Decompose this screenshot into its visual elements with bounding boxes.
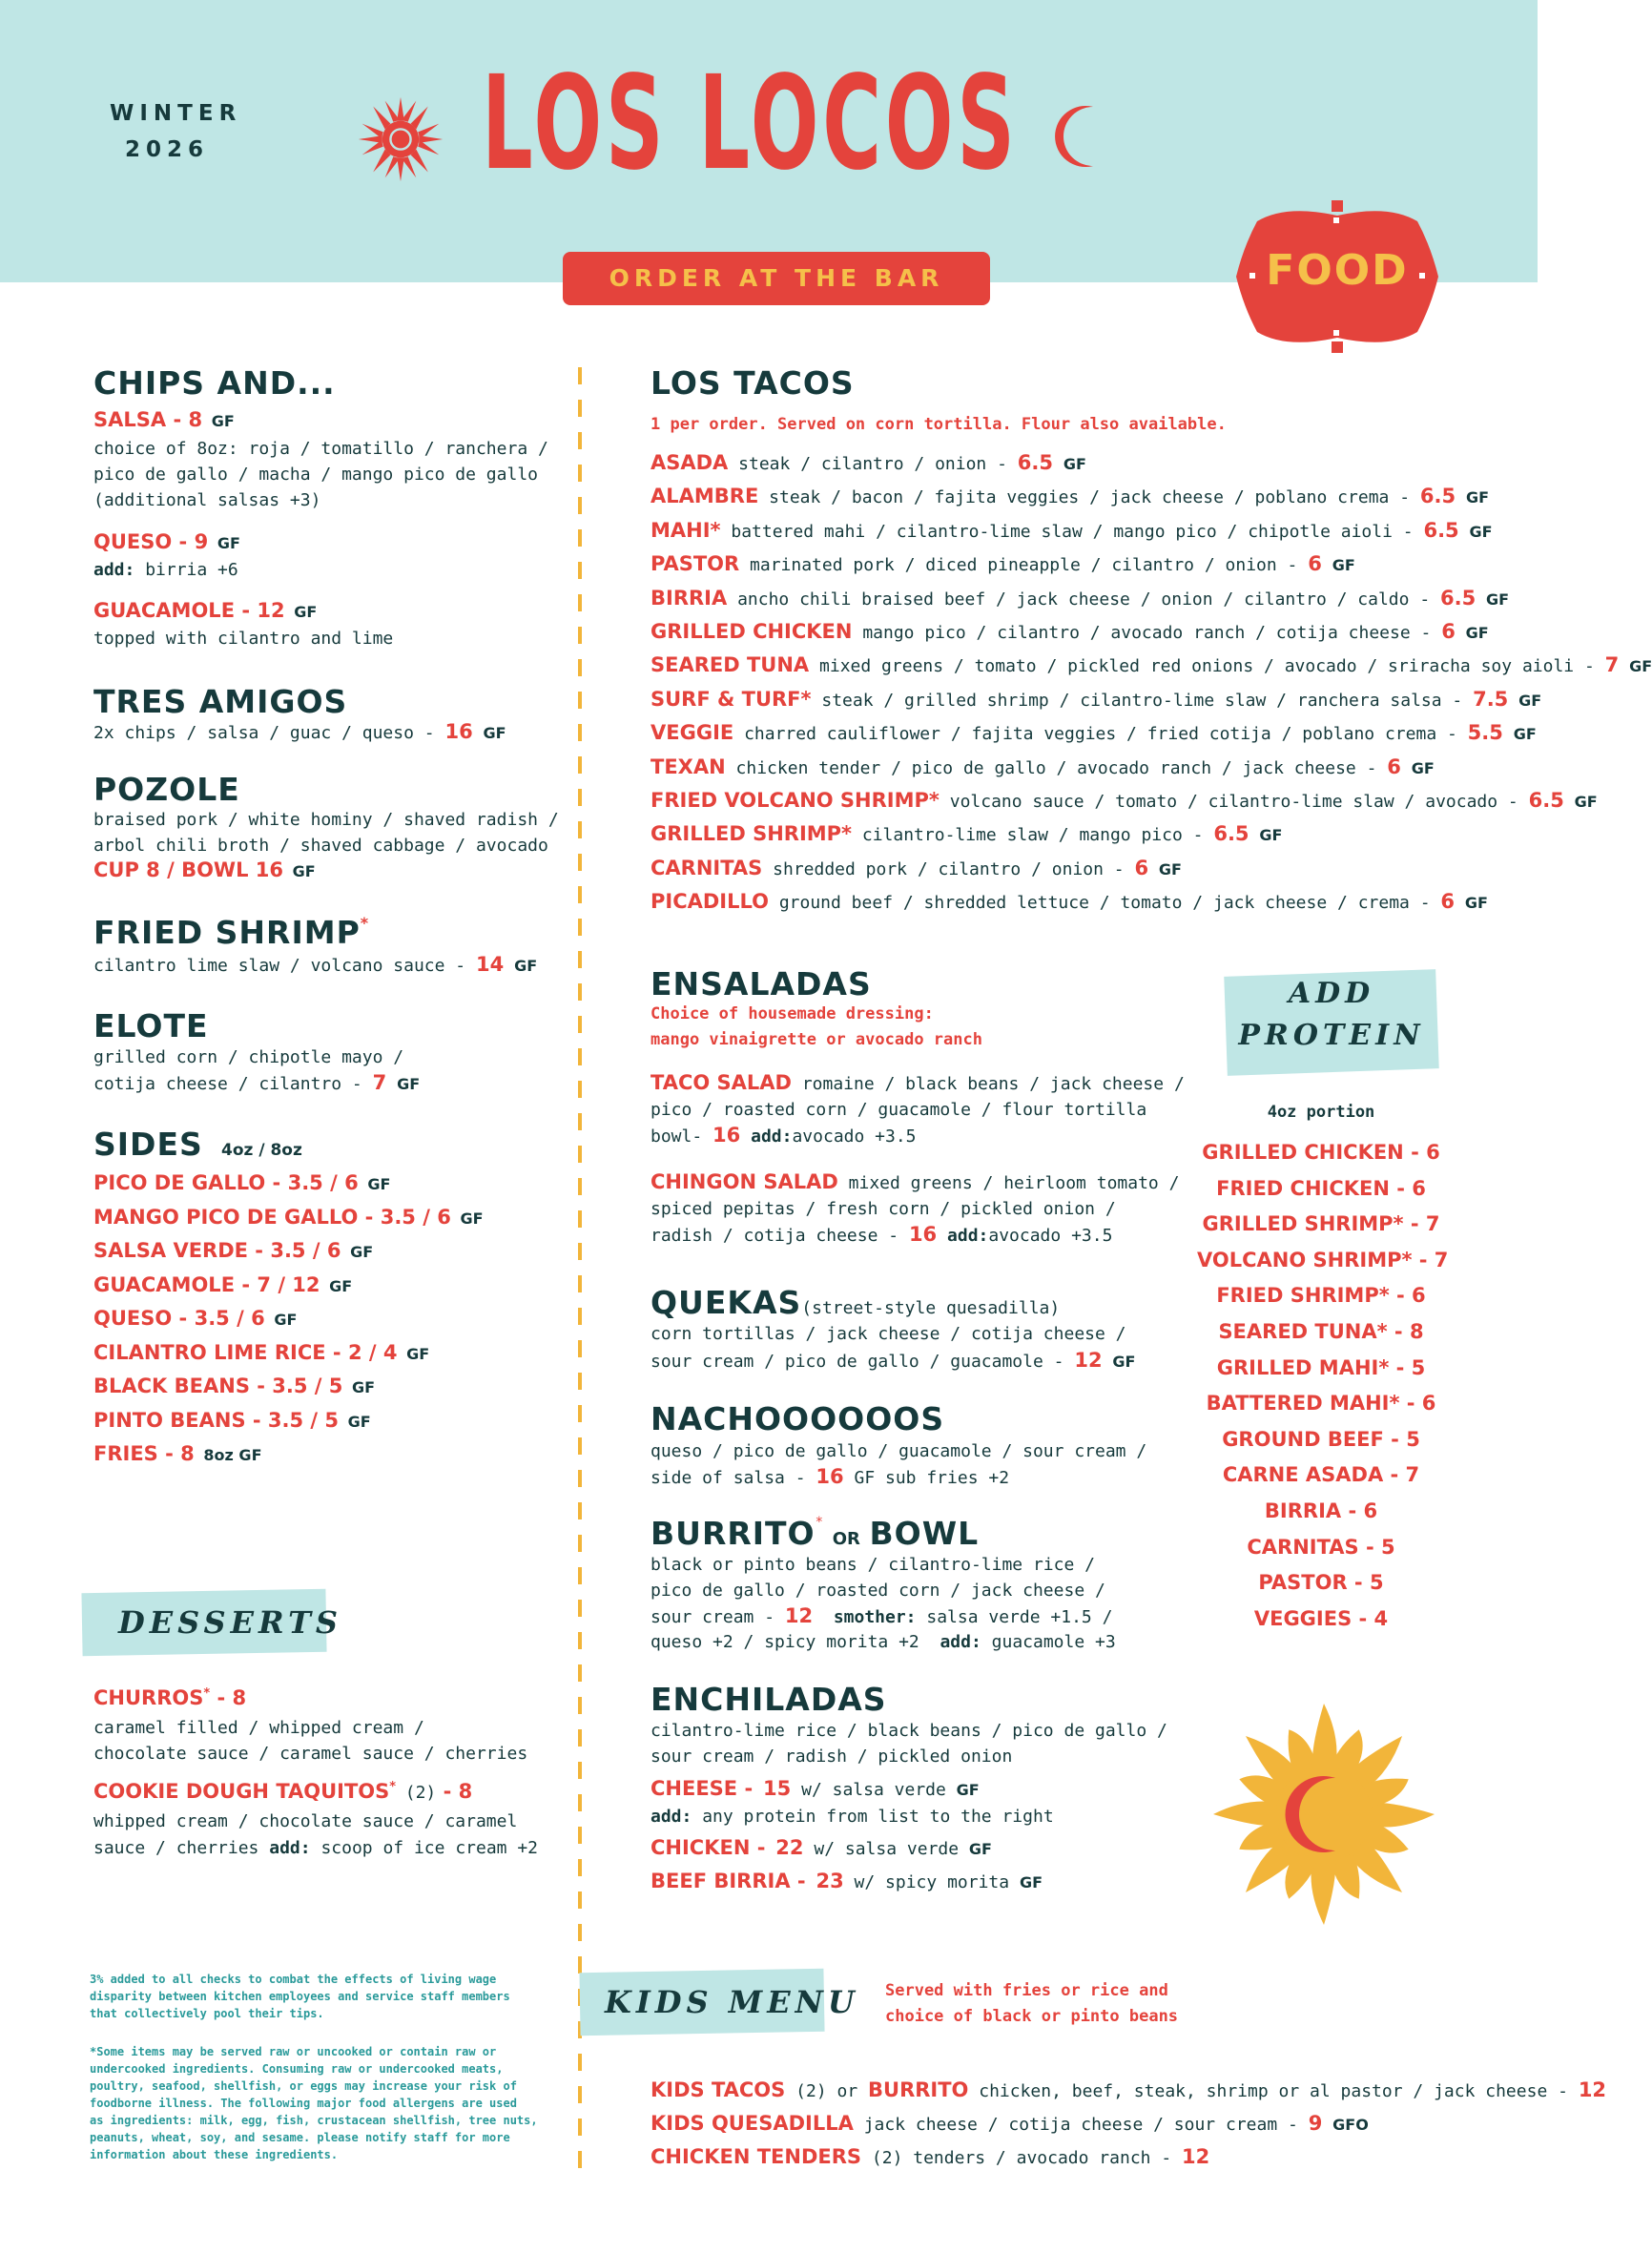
pozole-desc-2: arbol chili broth / shaved cabbage / avocado: [93, 836, 548, 856]
side-name: SALSA VERDE: [93, 1239, 248, 1262]
kids-menu-heading: KIDS MENU: [605, 1984, 859, 2020]
taco-desc: mango pico / cilantro / avocado ranch / cotija cheese -: [862, 623, 1432, 643]
taco-desc: steak / cilantro / onion -: [738, 454, 1007, 474]
taco-gf: GF: [1518, 691, 1542, 710]
queso-add: add: birria +6: [93, 560, 238, 580]
tacos-note: 1 per order. Served on corn tortilla. Flour also available.: [650, 415, 1227, 434]
taco-gf: GF: [1486, 589, 1510, 609]
enchiladas-beef-birria: BEEF BIRRIA - 23 w/ spicy morita GF: [650, 1870, 1043, 1892]
salsa-item: SALSA - 8 GF: [93, 408, 235, 431]
side-item: [93, 1171, 390, 1194]
side-gf: 8oz GF: [203, 1446, 262, 1464]
side-gf: GF: [460, 1209, 484, 1228]
side-item: [93, 1206, 484, 1229]
side-name: CILANTRO LIME RICE: [93, 1340, 326, 1364]
ensaladas-note-1: Choice of housemade dressing:: [650, 1004, 934, 1023]
taco-item: [650, 856, 1182, 882]
protein-item: GRILLED SHRIMP* - 7: [1202, 1212, 1440, 1236]
side-gf: GF: [352, 1378, 376, 1396]
enchiladas-cheese: CHEESE - 15 w/ salsa verde GF: [650, 1777, 980, 1800]
dash-separator: -: [245, 1408, 268, 1432]
add-protein-heading-2: PROTEIN: [1238, 1019, 1425, 1052]
taco-name: GRILLED CHICKEN: [650, 620, 853, 643]
taco-desc: mixed greens / tomato / pickled red onions / avocado / sriracha soy aioli -: [819, 656, 1595, 677]
taco-item: [650, 586, 1509, 612]
add-protein-portion: 4oz portion: [1267, 1103, 1375, 1122]
burrito-desc-2: pico de gallo / roasted corn / jack cheese /: [650, 1581, 1105, 1601]
kids-tacos-item: KIDS TACOS (2) or BURRITO chicken, beef, steak, shrimp or al pastor / jack cheese - 12: [650, 2078, 1607, 2101]
tres-amigos-desc: 2x chips / salsa / guac / queso - 16 GF: [93, 720, 506, 743]
side-name: GUACAMOLE: [93, 1272, 236, 1296]
taco-name: VEGGIE: [650, 721, 734, 745]
side-gf: GF: [406, 1344, 430, 1363]
taco-name: PICADILLO: [650, 890, 769, 914]
taco-desc: battered mahi / cilantro-lime slaw / mango pico / chipotle aioli -: [731, 521, 1414, 542]
kids-quesadilla-item: KIDS QUESADILLA jack cheese / cotija cheese / sour cream - 9 GFO: [650, 2112, 1369, 2135]
taco-price: 6.5: [1528, 789, 1564, 812]
taco-item: [650, 720, 1537, 747]
side-price: 8: [180, 1442, 195, 1465]
restaurant-name: LOS LOCOS: [482, 49, 1019, 199]
sun-ray: [1370, 1803, 1435, 1828]
side-price: 3.5 / 5: [267, 1408, 340, 1432]
side-price: 7 / 12: [257, 1272, 320, 1296]
taco-salad-line-1: TACO SALAD romaine / black beans / jack cheese /: [650, 1071, 1185, 1094]
fineprint-allergens: *Some items may be served raw or uncooked or contain raw or undercooked ingredients. Consuming raw or undercooked meats, poultry, seafood, shellfish, or eggs may increase your risk of foodborne illness. The following major food allergens are used as ingredients: milk, egg, fish, crustacean shellfish, tree nuts, peanuts, wheat, soy, and sesame. please notify staff for more information about these ingredients.: [90, 2045, 538, 2161]
side-name: MANGO PICO DE GALLO: [93, 1205, 359, 1229]
queso-item: QUESO - 9 GF: [93, 530, 240, 553]
protein-item: PASTOR - 5: [1258, 1571, 1384, 1595]
burrito-desc-3: sour cream - 12 smother: salsa verde +1.5 /: [650, 1604, 1113, 1627]
guacamole-desc: topped with cilantro and lime: [93, 629, 394, 649]
nachos-heading: NACHOOOOOOS: [650, 1400, 945, 1437]
dash-separator: -: [157, 1442, 181, 1465]
taco-desc: steak / grilled shrimp / cilantro-lime slaw / ranchera salsa -: [821, 690, 1463, 711]
protein-item: FRIED CHICKEN - 6: [1216, 1176, 1426, 1200]
side-gf: GF: [367, 1175, 391, 1193]
taco-gf: GF: [1464, 894, 1488, 913]
guacamole-name: GUACAMOLE: [93, 599, 236, 622]
season-line-1: WINTER: [110, 101, 242, 126]
sides-heading: SIDES 4oz / 8oz: [93, 1126, 302, 1163]
dash-separator: -: [249, 1375, 273, 1397]
taco-salad-line-2: pico / roasted corn / guacamole / flour tortilla: [650, 1100, 1147, 1120]
quekas-desc-1: corn tortillas / jack cheese / cotija cheese /: [650, 1324, 1126, 1344]
taco-gf: GF: [1513, 725, 1537, 744]
protein-item: BATTERED MAHI* - 6: [1206, 1392, 1436, 1416]
taco-item: [650, 484, 1489, 510]
fineprint-living-wage: 3% added to all checks to combat the effects of living wage disparity between kitchen employees and service staff members that collectively pool their tips.: [90, 1973, 510, 2020]
salsa-name: SALSA: [93, 408, 167, 431]
taco-gf: GF: [1465, 488, 1489, 507]
side-item: [93, 1341, 429, 1364]
taco-item: [650, 821, 1282, 848]
season-line-2: 2026: [124, 137, 209, 162]
taco-desc: shredded pork / cilantro / onion -: [773, 858, 1125, 879]
protein-item: GRILLED CHICKEN - 6: [1202, 1141, 1440, 1164]
side-gf: GF: [274, 1311, 298, 1329]
taco-gf: GF: [1158, 859, 1182, 878]
fried-shrimp-heading: FRIED SHRIMP*: [93, 914, 370, 951]
side-price: 3.5 / 6: [194, 1307, 265, 1330]
taco-price: 6.5: [1423, 518, 1459, 542]
tacos-heading: LOS TACOS: [650, 364, 855, 402]
side-item: [93, 1409, 371, 1432]
side-name: PICO DE GALLO: [93, 1171, 266, 1194]
side-price: 3.5 / 5: [272, 1375, 343, 1397]
salsa-desc-1: choice of 8oz: roja / tomatillo / ranchera /: [93, 439, 548, 459]
side-name: FRIES: [93, 1442, 158, 1465]
taco-price: 6.5: [1419, 485, 1456, 508]
dash-separator: -: [172, 1307, 195, 1330]
churros-item: CHURROS* - 8: [93, 1686, 247, 1709]
sun-moon-icon: [1209, 1700, 1438, 1929]
order-at-bar-banner: ORDER AT THE BAR: [563, 252, 990, 305]
desserts-heading: DESSERTS: [118, 1604, 342, 1641]
burrito-desc-4: queso +2 / spicy morita +2 add: guacamole +3: [650, 1632, 1116, 1652]
side-item: [93, 1239, 373, 1262]
taco-name: MAHI*: [650, 518, 721, 542]
taco-desc: charred cauliflower / fajita veggies / fried cotija / poblano crema -: [744, 724, 1457, 745]
taco-name: TEXAN: [650, 754, 726, 778]
burrito-desc-1: black or pinto beans / cilantro-lime rice /: [650, 1555, 1095, 1575]
taco-desc: ancho chili braised beef / jack cheese / onion / cilantro / caldo -: [737, 589, 1431, 610]
nachos-desc-1: queso / pico de gallo / guacamole / sour cream /: [650, 1441, 1147, 1461]
taco-gf: GF: [1063, 455, 1086, 473]
taco-desc: volcano sauce / tomato / cilantro-lime slaw / avocado -: [949, 792, 1518, 812]
side-item: [93, 1442, 262, 1465]
column-divider: [578, 367, 582, 2170]
side-gf: GF: [347, 1412, 371, 1431]
chips-heading: CHIPS AND...: [93, 364, 336, 402]
enchiladas-desc-1: cilantro-lime rice / black beans / pico de gallo /: [650, 1721, 1167, 1741]
taco-item: [650, 652, 1652, 679]
tres-amigos-heading: TRES AMIGOS: [93, 683, 348, 720]
taco-price: 6.5: [1213, 822, 1249, 846]
taco-price: 6.5: [1440, 586, 1476, 610]
taco-name: ALAMBRE: [650, 485, 759, 508]
dash-separator: -: [358, 1205, 381, 1229]
side-name: QUESO: [93, 1307, 173, 1330]
guacamole-price: 12: [257, 599, 285, 622]
side-item: [93, 1273, 352, 1296]
protein-item: VOLCANO SHRIMP* - 7: [1197, 1248, 1449, 1271]
sun-ray: [1213, 1802, 1278, 1827]
add-protein-heading-1: ADD: [1288, 977, 1375, 1010]
cookie-taquitos-item: COOKIE DOUGH TAQUITOS* (2) - 8: [93, 1780, 473, 1803]
taco-item: [650, 889, 1488, 916]
taco-item: [650, 450, 1086, 477]
taco-item: [650, 518, 1493, 545]
season-label: [110, 95, 242, 168]
enchiladas-desc-2: sour cream / radish / pickled onion: [650, 1747, 1013, 1767]
taco-gf: GF: [1574, 793, 1598, 811]
salsa-desc-3: (additional salsas +3): [93, 490, 321, 510]
pozole-desc-1: braised pork / white hominy / shaved radish /: [93, 810, 559, 830]
side-gf: GF: [329, 1276, 353, 1295]
kids-note-1: Served with fries or rice and: [885, 1981, 1168, 2000]
taco-gf: GF: [1259, 826, 1283, 845]
enchiladas-heading: ENCHILADAS: [650, 1681, 887, 1718]
taco-desc: chicken tender / pico de gallo / avocado ranch / jack cheese -: [735, 757, 1377, 778]
taco-name: GRILLED SHRIMP*: [650, 822, 853, 846]
cookie-desc-1: whipped cream / chocolate sauce / caramel: [93, 1811, 518, 1831]
taco-price: 5.5: [1467, 721, 1503, 745]
elote-desc-1: grilled corn / chipotle mayo /: [93, 1047, 404, 1067]
taco-price: 6: [1134, 856, 1149, 879]
taco-item: [650, 551, 1355, 578]
side-gf: GF: [350, 1243, 374, 1261]
pozole-heading: POZOLE: [93, 771, 240, 808]
elote-heading: ELOTE: [93, 1007, 209, 1044]
ensaladas-note-2: mango vinaigrette or avocado ranch: [650, 1030, 982, 1049]
taco-price: 7: [1604, 653, 1620, 677]
dash-separator: -: [248, 1239, 271, 1262]
taco-name: PASTOR: [650, 552, 740, 576]
sun-icon: [355, 93, 446, 185]
taco-desc: steak / bacon / fajita veggies / jack cheese / poblano crema -: [769, 487, 1411, 508]
taco-gf: GF: [1465, 624, 1489, 642]
protein-item: CARNITAS - 5: [1247, 1535, 1395, 1559]
taco-gf: GF: [1332, 556, 1355, 575]
taco-item: [650, 754, 1435, 781]
taco-name: BIRRIA: [650, 586, 728, 610]
side-price: 3.5 / 6: [270, 1239, 341, 1262]
enchiladas-chicken: CHICKEN - 22 w/ salsa verde GF: [650, 1836, 992, 1859]
side-price: 2 / 4: [347, 1340, 398, 1364]
chingon-salad-line-2: spiced pepitas / fresh corn / pickled onion /: [650, 1199, 1116, 1219]
salsa-desc-2: pico de gallo / macha / mango pico de gallo: [93, 465, 538, 485]
sun-ray: [1311, 1860, 1336, 1925]
taco-name: FRIED VOLCANO SHRIMP*: [650, 789, 940, 812]
taco-desc: cilantro-lime slaw / mango pico -: [861, 825, 1204, 846]
elote-desc-2: cotija cheese / cilantro - 7 GF: [93, 1071, 421, 1094]
cookie-desc-2: sauce / cherries add: scoop of ice cream +2: [93, 1838, 539, 1858]
taco-gf: GF: [1629, 657, 1652, 676]
protein-item: VEGGIES - 4: [1253, 1606, 1389, 1630]
burrito-heading: BURRITO* OR BOWL: [650, 1515, 980, 1552]
taco-name: SURF & TURF*: [650, 687, 812, 711]
taco-desc: ground beef / shredded lettuce / tomato / jack cheese / crema -: [778, 893, 1431, 914]
taco-item: [650, 619, 1489, 646]
protein-item: SEARED TUNA* - 8: [1218, 1320, 1424, 1343]
protein-item: GRILLED MAHI* - 5: [1216, 1355, 1426, 1379]
dash-separator: -: [235, 1272, 258, 1296]
side-item: [93, 1375, 375, 1397]
taco-desc: marinated pork / diced pineapple / cilantro / onion -: [750, 555, 1298, 576]
queso-price: 9: [194, 530, 209, 553]
churros-desc-2: chocolate sauce / caramel sauce / cherries: [93, 1744, 528, 1764]
queso-name: QUESO: [93, 530, 173, 553]
food-badge-label: FOOD: [1266, 246, 1409, 295]
kids-tenders-item: CHICKEN TENDERS (2) tenders / avocado ranch - 12: [650, 2145, 1210, 2168]
kids-note-2: choice of black or pinto beans: [885, 2007, 1179, 2026]
taco-name: SEARED TUNA: [650, 653, 810, 677]
taco-price: 6: [1387, 754, 1401, 778]
chingon-salad-line-1: CHINGON SALAD mixed greens / heirloom tomato /: [650, 1170, 1180, 1193]
nachos-desc-2: side of salsa - 16 GF sub fries +2: [650, 1465, 1010, 1488]
taco-item: [650, 788, 1598, 815]
dash-separator: -: [325, 1340, 348, 1364]
side-price: 3.5 / 6: [380, 1205, 451, 1229]
pozole-price: CUP 8 / BOWL 16 GF: [93, 858, 316, 881]
protein-item: GROUND BEEF - 5: [1222, 1427, 1420, 1451]
churros-desc-1: caramel filled / whipped cream /: [93, 1718, 424, 1738]
taco-name: CARNITAS: [650, 856, 763, 879]
side-item: [93, 1307, 297, 1330]
taco-price: 6.5: [1017, 451, 1053, 474]
quekas-desc-2: sour cream / pico de gallo / guacamole - 12 GF: [650, 1349, 1136, 1372]
taco-price: 6: [1441, 620, 1456, 643]
taco-item: [650, 687, 1541, 713]
protein-item: BIRRIA - 6: [1264, 1499, 1378, 1522]
dash-separator: -: [265, 1171, 288, 1194]
taco-gf: GF: [1469, 522, 1493, 541]
side-price: 3.5 / 6: [287, 1171, 359, 1194]
taco-name: ASADA: [650, 451, 729, 474]
fried-shrimp-desc: cilantro lime slaw / volcano sauce - 14 GF: [93, 953, 538, 976]
moon-icon: [1057, 103, 1114, 170]
taco-salad-line-3: bowl- 16 add:avocado +3.5: [650, 1124, 917, 1147]
side-name: BLACK BEANS: [93, 1375, 250, 1397]
chingon-salad-line-3: radish / cotija cheese - 16 add:avocado +3.5: [650, 1223, 1113, 1246]
side-name: PINTO BEANS: [93, 1408, 246, 1432]
taco-gf: GF: [1411, 758, 1435, 777]
salsa-price: 8: [188, 408, 203, 431]
taco-price: 6: [1308, 552, 1322, 576]
guacamole-item: GUACAMOLE - 12 GF: [93, 599, 318, 622]
enchiladas-add: add: any protein from list to the right: [650, 1807, 1054, 1827]
taco-price: 6: [1440, 890, 1456, 914]
protein-item: FRIED SHRIMP* - 6: [1216, 1284, 1426, 1308]
protein-item: CARNE ASADA - 7: [1222, 1463, 1420, 1487]
sun-ray: [1312, 1704, 1337, 1768]
taco-price: 7.5: [1473, 687, 1509, 711]
quekas-heading: QUEKAS(street-style quesadilla): [650, 1284, 1061, 1321]
ensaladas-heading: ENSALADAS: [650, 965, 872, 1002]
